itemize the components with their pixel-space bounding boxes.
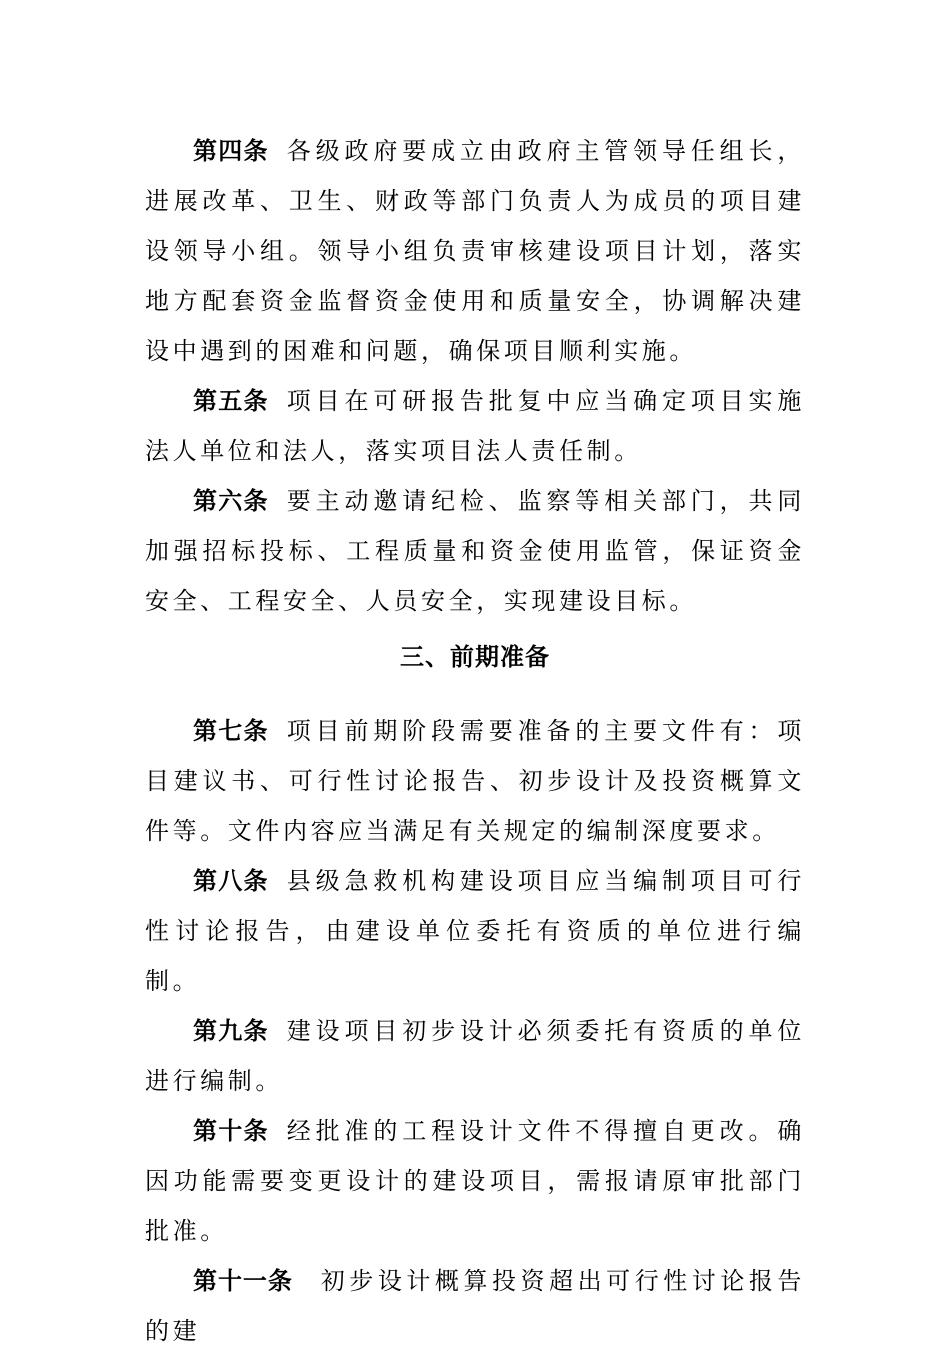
article-number: 第十一条 xyxy=(193,1267,293,1295)
article-text: 要主动邀请纪检、监察等相关部门，共同加强招标投标、工程质量和资金使用监管，保证资金安全、工程安全、人员安全，实现建设目标。 xyxy=(145,487,805,615)
article-text: 县级急救机构建设项目应当编制项目可行性讨论报告，由建设单位委托有资质的单位进行编制。 xyxy=(145,867,805,995)
article-number: 第四条 xyxy=(193,137,269,165)
article-number: 第七条 xyxy=(193,717,269,745)
article-10 xyxy=(145,1106,805,1256)
article-text: 项目在可研报告批复中应当确定项目实施法人单位和法人，落实项目法人责任制。 xyxy=(145,387,805,465)
section-heading: 三、前期准备 xyxy=(400,643,550,671)
article-text: 初步设计概算投资超出可行性讨论报告的建 xyxy=(145,1267,806,1345)
article-11 xyxy=(145,1256,805,1356)
document-body xyxy=(145,126,805,1356)
article-number: 第八条 xyxy=(193,867,269,895)
article-number: 第九条 xyxy=(193,1017,269,1045)
article-9 xyxy=(145,1006,805,1106)
article-5 xyxy=(145,376,805,476)
article-6 xyxy=(145,476,805,626)
article-text: 建设项目初步设计必须委托有资质的单位进行编制。 xyxy=(145,1017,805,1095)
article-number: 第六条 xyxy=(193,487,269,515)
article-text: 经批准的工程设计文件不得擅自更改。确因功能需要变更设计的建设项目，需报请原审批部门批准。 xyxy=(145,1117,805,1245)
article-8 xyxy=(145,856,805,1006)
article-number: 第五条 xyxy=(193,387,269,415)
article-number: 第十条 xyxy=(193,1117,269,1145)
article-4 xyxy=(145,126,805,376)
article-7 xyxy=(145,706,805,856)
article-text: 项目前期阶段需要准备的主要文件有：项目建议书、可行性讨论报告、初步设计及投资概算文件等。文件内容应当满足有关规定的编制深度要求。 xyxy=(145,717,805,845)
article-text: 各级政府要成立由政府主管领导任组长，进展改革、卫生、财政等部门负责人为成员的项目建设领导小组。领导小组负责审核建设项目计划，落实地方配套资金监督资金使用和质量安全，协调解决建设中遇到的困难和问题，确保项目顺利实施。 xyxy=(145,137,805,365)
